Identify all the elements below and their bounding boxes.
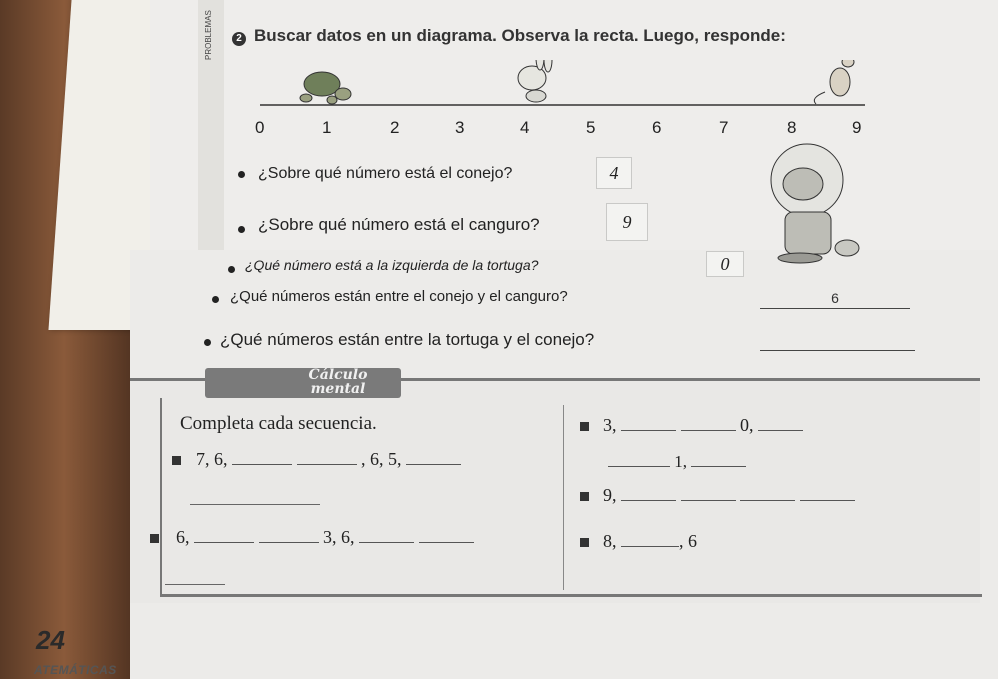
sequence-left-2-start: 6,: [176, 527, 190, 547]
number-label-1: 1: [322, 118, 332, 137]
rabbit-icon: [518, 60, 552, 102]
number-label-5: 5: [586, 118, 596, 137]
bullet-square: [580, 422, 589, 431]
sequence-right-3-start: 8,: [603, 531, 617, 551]
sequence-right-1-mid: 0,: [740, 415, 754, 435]
sequence-right-1: [603, 415, 803, 436]
number-label-6: 6: [652, 118, 662, 137]
number-line-diagram: [240, 60, 880, 140]
blank[interactable]: [419, 528, 474, 543]
blank[interactable]: [621, 532, 679, 547]
answer-box-rabbit[interactable]: 4: [596, 157, 632, 189]
question-bullet: [204, 339, 211, 346]
number-label-9: 9: [852, 118, 862, 137]
number-label-4: 4: [520, 118, 530, 137]
mental-heading: Completa cada secuencia.: [180, 413, 377, 434]
sequence-right-2-start: 9,: [603, 485, 617, 505]
sequence-left-1-mid: , 6, 5,: [361, 449, 402, 469]
question-left-of-turtle-text: ¿Qué número está a la izquierda de la tortuga?: [245, 257, 539, 273]
blank[interactable]: [800, 486, 855, 501]
kangaroo-icon: [814, 60, 854, 104]
question-turtle-rabbit-text: ¿Qué números están entre la tortuga y el conejo?: [220, 330, 595, 349]
blank[interactable]: [259, 528, 319, 543]
sequence-right-3: [603, 531, 697, 552]
number-label-3: 3: [455, 118, 465, 137]
answer-line-turtle-rabbit[interactable]: [760, 332, 915, 351]
question-bullet: [212, 296, 219, 303]
sequence-left-2: [176, 527, 474, 548]
blank-line[interactable]: [165, 584, 225, 585]
blank[interactable]: [681, 416, 736, 431]
sequence-left-1-start: 7, 6,: [196, 449, 228, 469]
blank[interactable]: [758, 416, 803, 431]
blank[interactable]: [297, 450, 357, 465]
subject-label: ATEMÁTICAS: [34, 663, 117, 677]
blank-line[interactable]: [190, 504, 320, 505]
mascot-illustration: [755, 140, 865, 265]
side-tab-label: PROBLEMAS: [204, 10, 213, 60]
page-number: 24: [36, 625, 65, 655]
number-label-0: 0: [255, 118, 265, 137]
bullet-square: [580, 492, 589, 501]
blank[interactable]: [194, 528, 254, 543]
blank[interactable]: [691, 452, 746, 467]
sequence-right-3-end: , 6: [679, 531, 697, 551]
badge-line-1: Cálculo: [308, 367, 368, 383]
question-rabbit-kangaroo-text: ¿Qué números están entre el conejo y el canguro?: [230, 288, 568, 305]
sequence-right-2: [603, 485, 855, 506]
blank[interactable]: [359, 528, 414, 543]
sequence-right-1-cont-value: 1,: [674, 452, 687, 471]
blank[interactable]: [621, 486, 676, 501]
blank[interactable]: [621, 416, 676, 431]
question-bullet: [238, 171, 245, 178]
question-rabbit-text: ¿Sobre qué número está el conejo?: [258, 165, 513, 182]
answer-line-rabbit-kangaroo[interactable]: 6: [760, 290, 910, 309]
sequence-left-2-mid: 3, 6,: [323, 527, 355, 547]
blank[interactable]: [740, 486, 795, 501]
number-label-7: 7: [719, 118, 729, 137]
badge-line-2: mental: [310, 381, 366, 397]
bullet-square: [172, 456, 181, 465]
number-label-8: 8: [787, 118, 797, 137]
blank[interactable]: [406, 450, 461, 465]
answer-box-kangaroo[interactable]: 9: [606, 203, 648, 241]
blank[interactable]: [681, 486, 736, 501]
column-divider: [563, 405, 564, 590]
bullet-square: [580, 538, 589, 547]
sequence-left-1: [196, 449, 461, 470]
number-label-2: 2: [390, 118, 400, 137]
question-kangaroo-text: ¿Sobre qué número está el canguro?: [258, 215, 540, 234]
question-bullet: [238, 226, 245, 233]
blank[interactable]: [232, 450, 292, 465]
exercise-number-badge: 2: [232, 32, 246, 46]
answer-box-left-of-turtle[interactable]: 0: [706, 251, 744, 277]
sequence-right-1-cont: [608, 452, 746, 472]
sequence-right-1-start: 3,: [603, 415, 617, 435]
blank[interactable]: [608, 452, 670, 467]
bullet-square: [150, 534, 159, 543]
turtle-icon: [300, 72, 351, 104]
mental-math-badge: [205, 368, 401, 398]
exercise-instruction: Buscar datos en un diagrama. Observa la recta. Luego, responde:: [254, 26, 786, 45]
question-bullet: [228, 266, 235, 273]
